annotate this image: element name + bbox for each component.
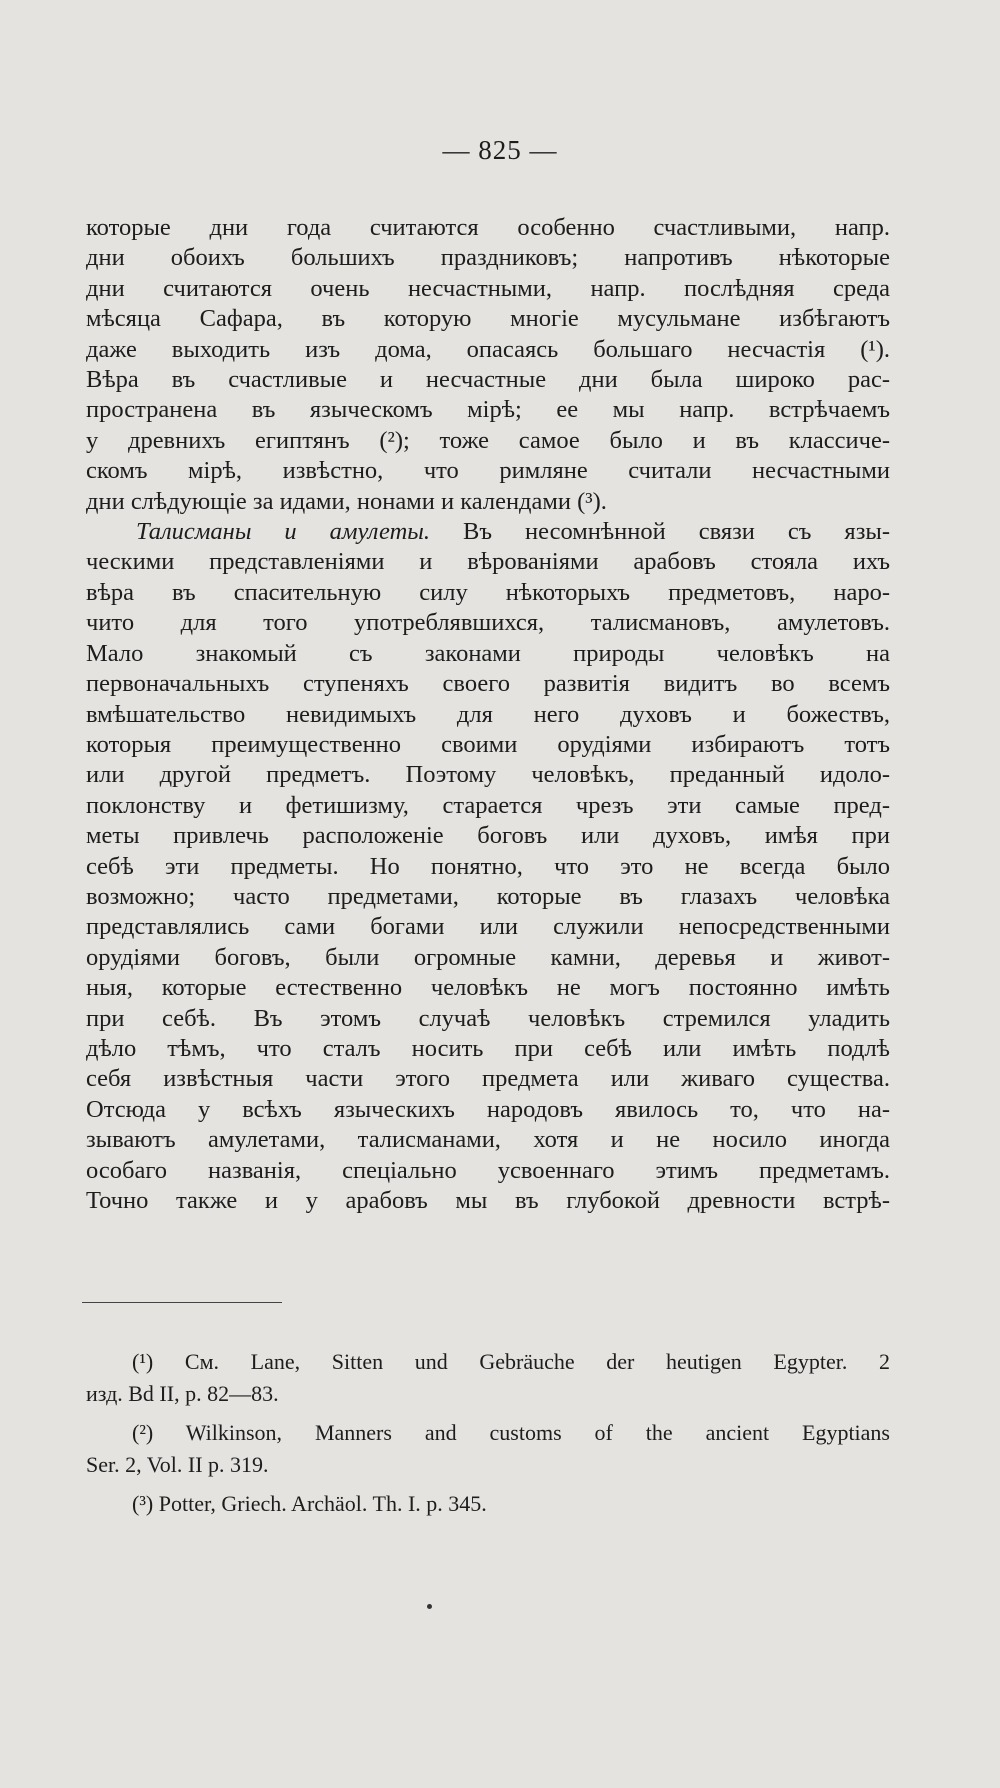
text-line: вмѣшательство невидимыхъ для него духовъ и божествъ, — [86, 700, 890, 728]
text-line: даже выходить изъ дома, опасаясь большаго несчастія (¹). — [86, 335, 890, 363]
text-line: себя извѣстныя части этого предмета или живаго существа. — [86, 1065, 890, 1093]
text-line: скомъ мірѣ, извѣстно, что римляне считали несчастными — [86, 457, 890, 485]
text-line: первоначальныхъ ступеняхъ своего развитія видитъ во всемъ — [86, 670, 890, 698]
text-line: возможно; часто предметами, которые въ глазахъ человѣка — [86, 882, 890, 910]
text-line: поклонству и фетишизму, старается чрезъ эти самые пред- — [86, 791, 890, 819]
page-number: — 825 — — [442, 135, 558, 165]
footnote-line: Ser. 2, Vol. II p. 319. — [86, 1451, 269, 1477]
footnote-line: (²) Wilkinson, Manners and customs of the ancient Egyptians — [132, 1420, 890, 1445]
footnotes — [86, 1346, 890, 1528]
text-line: Мало знакомый съ законами природы человѣкъ на — [86, 639, 890, 667]
text-line: дѣло тѣмъ, что сталъ носить при себѣ или имѣть подлѣ — [86, 1034, 890, 1062]
text-line: ческими представленіями и вѣрованіями арабовъ стояла ихъ — [86, 548, 890, 576]
text-line: зываютъ амулетами, талисманами, хотя и не носило иногда — [86, 1126, 890, 1154]
footnote-1 — [86, 1346, 890, 1409]
section-heading: Талисманы и амулеты. — [136, 518, 431, 546]
footnote-line: (³) Potter, Griech. Archäol. Th. I. p. 345. — [132, 1491, 487, 1516]
text-line: мѣсяца Сафара, въ которую многіе мусульмане избѣгаютъ — [86, 305, 890, 333]
text-line: у древнихъ египтянъ (²); тоже самое было и въ классиче- — [86, 426, 890, 454]
text-line: дни обоихъ большихъ праздниковъ; напротивъ нѣкоторые — [86, 244, 890, 272]
text-line: Вѣра въ счастливые и несчастные дни была широко рас- — [86, 366, 890, 394]
text-line — [86, 517, 890, 547]
footnote-line: изд. Bd II, p. 82—83. — [86, 1380, 279, 1406]
text-line: орудіями боговъ, были огромные камни, деревья и живот- — [86, 943, 890, 971]
text-line: дни слѣдующіе за идами, нонами и календами (³). — [86, 487, 607, 515]
main-text — [86, 213, 890, 1216]
text-line: ныя, которые естественно человѣкъ не могъ постоянно имѣть — [86, 974, 890, 1002]
text-line: дни считаются очень несчастными, напр. послѣдняя среда — [86, 274, 890, 302]
footnote-2 — [86, 1417, 890, 1480]
text-line: Отсюда у всѣхъ языческихъ народовъ явилось то, что на- — [86, 1095, 890, 1123]
footnote-divider — [82, 1302, 282, 1303]
footnote-line: (¹) См. Lane, Sitten und Gebräuche der heutigen Egypter. 2 — [132, 1349, 890, 1374]
footnote-3 — [86, 1488, 890, 1520]
text-fragment: Въ несомнѣнной связи съ язы- — [430, 518, 890, 546]
paragraph-talismans — [86, 517, 890, 1216]
text-line: которыя преимущественно своими орудіями избираютъ тотъ — [86, 730, 890, 758]
text-line: которые дни года считаются особенно счастливыми, напр. — [86, 214, 890, 241]
text-line: особаго названія, спеціально усвоеннаго этимъ предметамъ. — [86, 1156, 890, 1184]
text-line: представлялись сами богами или служили непосредственными — [86, 913, 890, 941]
text-line: при себѣ. Въ этомъ случаѣ человѣкъ стремился уладить — [86, 1004, 890, 1032]
paper-speck — [427, 1604, 432, 1609]
text-line: себѣ эти предметы. Но понятно, что это не всегда было — [86, 852, 890, 880]
paragraph-lucky-days — [86, 213, 890, 517]
text-line: или другой предметъ. Поэтому человѣкъ, преданный идоло- — [86, 761, 890, 789]
text-line: пространена въ языческомъ мірѣ; ее мы напр. встрѣчаемъ — [86, 396, 890, 424]
text-line: меты привлечь расположеніе боговъ или духовъ, имѣя при — [86, 822, 890, 850]
text-line: Точно также и у арабовъ мы въ глубокой древности встрѣ- — [86, 1187, 890, 1214]
text-line: вѣра въ спасительную силу нѣкоторыхъ предметовъ, наро- — [86, 578, 890, 606]
text-line: чито для того употреблявшихся, талисмановъ, амулетовъ. — [86, 609, 890, 637]
